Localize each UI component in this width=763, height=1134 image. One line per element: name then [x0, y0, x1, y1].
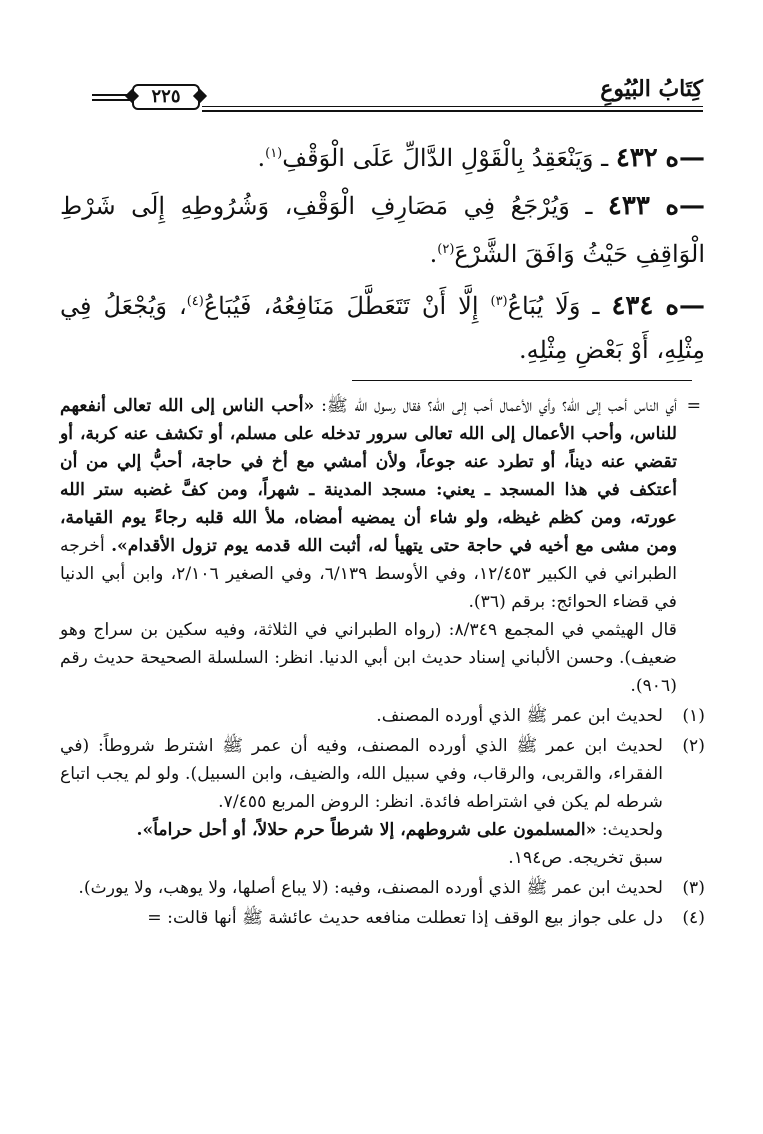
- header-rule-right: [202, 106, 703, 112]
- footnote-text: لحديث ابن عمر ﷺ الذي أورده المصنف، وفيه أن عمر ﷺ اشترط شروطاً: (في الفقراء، والقربى، والرقاب، وفي سبيل الله، والضيف، وابن السبيل). ولو لم يجب اتباع شرطه لم يكن في اشتراطه فائدة. انظر: الروض المربع ٧/٤٥٥.: [60, 736, 663, 812]
- haythami-text: قال الهيثمي في المجمع ٨/٣٤٩: (رواه الطبراني في الثلاثة، وفيه سكين بن سراج وهو ضعيف). وحسن الألباني إسناد حديث ابن أبي الدنيا. انظر: السلسلة الصحيحة حديث رقم (٩٠٦).: [60, 620, 677, 696]
- matn-text: [60, 132, 705, 376]
- footnote-1: [60, 702, 705, 730]
- footnote-extra-intro: ولحديث:: [596, 820, 663, 840]
- footnote-text: دل على جواز بيع الوقف إذا تعطلت منافعه حديث عائشة ﷺ أنها قالت: =: [147, 908, 663, 928]
- footnote-text: لحديث ابن عمر ﷺ الذي أورده المصنف.: [376, 706, 663, 726]
- footnote-label: (٢): [682, 736, 705, 756]
- matn-item-433: [60, 184, 705, 276]
- item-number: ٤٣٣: [607, 191, 650, 221]
- footnote-ref[interactable]: (٢): [437, 242, 455, 257]
- footnote-4: [60, 904, 705, 932]
- item-text: ـ وَيَنْعَقِدُ بِالْقَوْلِ الدَّالِّ عَلَى الْوَقْفِ: [282, 144, 609, 172]
- footnote-label: (١): [682, 706, 705, 726]
- footnote-3: [60, 874, 705, 902]
- matn-item-434: [60, 280, 705, 372]
- item-number: ٤٣٤: [611, 291, 654, 321]
- item-marker-icon: —ﻩ: [665, 291, 705, 321]
- footnotes-section: [60, 392, 705, 932]
- takhrij-text: أخرجه الطبراني في الكبير ١٢/٤٥٣، وفي الأوسط ٦/١٣٩، وفي الصغير ٢/١٠٦، وابن أبي الدنيا في قضاء الحوائج: برقم (٣٦).: [60, 536, 677, 612]
- page-header: [92, 72, 703, 112]
- item-text: ـ وَيُرْجَعُ فِي مَصَارِفِ الْوَقْفِ، وَشُرُوطِهِ إِلَى شَرْطِ الْوَاقِفِ حَيْثُ وَافَقَ الشَّرْعَ: [60, 192, 705, 268]
- footnote-text: لحديث ابن عمر ﷺ الذي أورده المصنف، وفيه: (لا يباع أصلها، ولا يوهب، ولا يورث).: [78, 878, 663, 898]
- footnote-extra-tail: سبق تخريجه. ص١٩٤.: [508, 848, 663, 868]
- continuation-intro: أي الناس أحب إلى الله؟ وأي الأعمال أحب إلى الله؟ فقال رسول الله ﷺ:: [321, 396, 678, 416]
- footnote-label: (٤): [682, 908, 705, 928]
- item-tail: .: [257, 144, 266, 172]
- item-text-a: ـ وَلَا يُبَاعُ: [507, 292, 600, 320]
- book-title: كِتَابُ البُيُوعِ: [600, 76, 703, 102]
- footnote-divider: [352, 380, 692, 381]
- footnote-extra-hadith: «المسلمون على شروطهم، إلا شرطاً حرم حلالاً، أو أحل حراماً».: [136, 820, 597, 840]
- item-text-b: إِلَّا أَنْ تَتَعَطَّلَ مَنَافِعُهُ، فَيُبَاعُ: [203, 292, 491, 320]
- continuation-marker: =: [686, 396, 701, 416]
- item-text-c: ، وَيُجْعَلُ فِي مِثْلِهِ، أَوْ بَعْضِ مِثْلِهِ.: [60, 292, 705, 364]
- item-tail: .: [429, 240, 438, 268]
- footnote-continuation: [60, 392, 705, 700]
- item-marker-icon: —ﻩ: [665, 191, 705, 221]
- item-number: ٤٣٢: [615, 143, 658, 173]
- footnote-ref[interactable]: (٣): [490, 294, 508, 309]
- hadith-text: «أحب الناس إلى الله تعالى أنفعهم للناس، وأحب الأعمال إلى الله تعالى سرور تدخله على مسلم، أو تكشف عنه كربة، أو تقضي عنه ديناً، أو تطرد عنه جوعاً، ولأن أمشي مع أخ في حاجة، أحبُّ إلي من أن أعتكف في هذا المسجد ـ يعني: مسجد المدينة ـ شهراً، ومن كفَّ غضبه ستر الله عورته، ومن كظم غيظه، ولو شاء أن يمضيه أمضاه، ملأ الله قلبه رجاءً يوم القيامة، ومن مشى مع أخيه في حاجة حتى يتهيأ له، أثبت الله قدمه يوم تزول الأقدام».: [60, 396, 678, 556]
- footnote-ref[interactable]: (١): [265, 146, 283, 161]
- footnote-label: (٣): [682, 878, 705, 898]
- item-marker-icon: —ﻩ: [665, 143, 705, 173]
- footnote-ref[interactable]: (٤): [186, 294, 204, 309]
- footnote-2: [60, 732, 705, 872]
- matn-item-432: [60, 132, 705, 180]
- page-number: ٢٢٥: [132, 84, 200, 110]
